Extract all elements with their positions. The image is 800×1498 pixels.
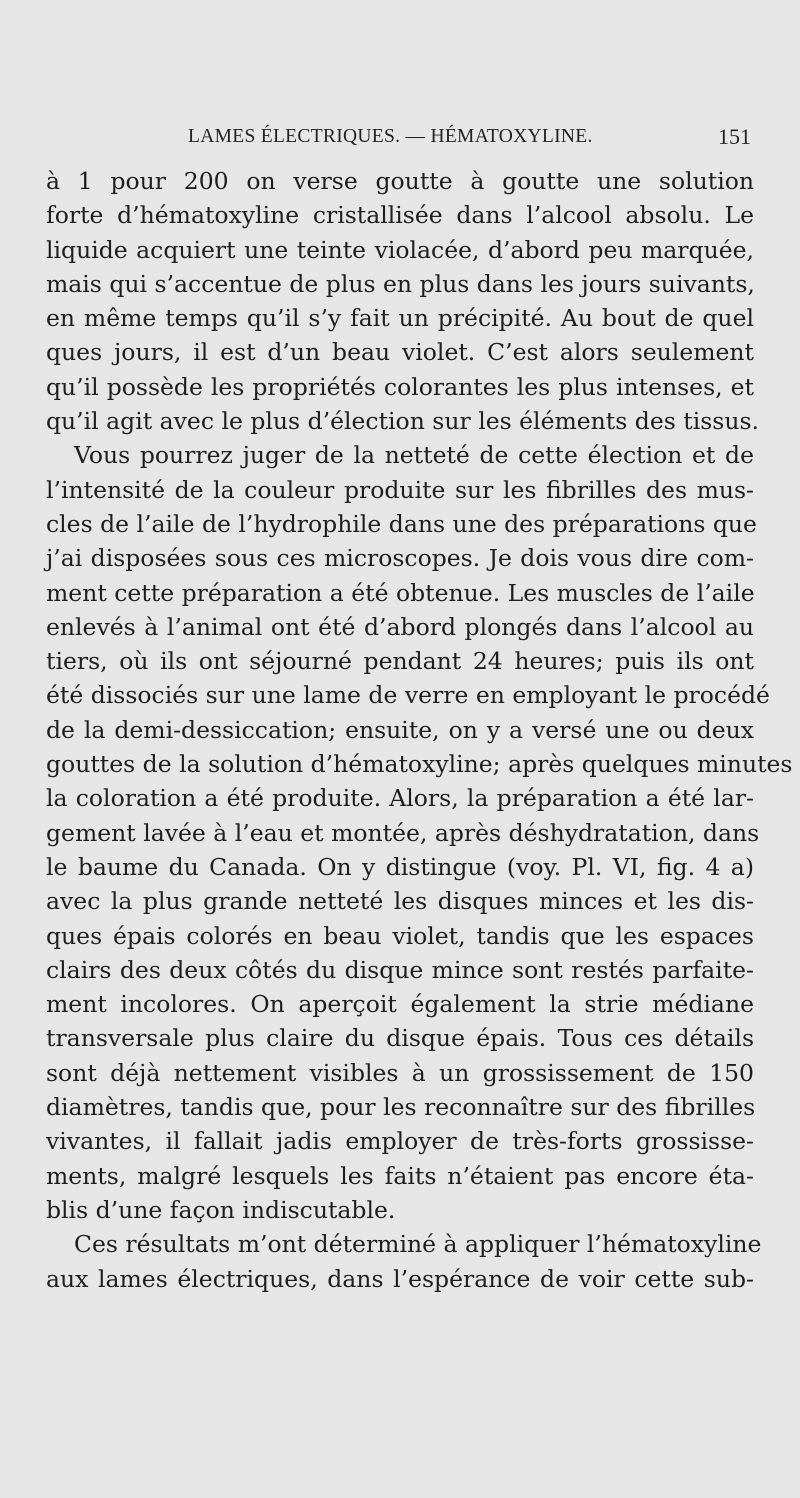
text-line: Ces résultats m’ont déterminé à appliquer l’hématoxyline bbox=[74, 1230, 762, 1259]
body-text bbox=[46, 164, 793, 1296]
text-line: cles de l’aile de l’hydrophile dans une des préparations que bbox=[46, 509, 757, 538]
page-number: 151 bbox=[718, 124, 751, 149]
text-line: j’ai disposées sous ces microscopes. Je dois vous dire com- bbox=[46, 544, 754, 573]
text-line: qu’il agit avec le plus d’élection sur les éléments des tissus. bbox=[46, 407, 759, 436]
text-line: sont déjà nettement visibles à un grossissement de 150 bbox=[46, 1058, 754, 1087]
text-line: l’intensité de la couleur produite sur les fibrilles des mus- bbox=[46, 475, 754, 504]
running-head-title: LAMES ÉLECTRIQUES. — HÉMATOXYLINE. bbox=[188, 126, 593, 147]
text-line: gement lavée à l’eau et montée, après déshydratation, dans bbox=[46, 818, 760, 847]
text-line: ments, malgré lesquels les faits n’étaient pas encore éta- bbox=[46, 1161, 754, 1190]
text-line: liquide acquiert une teinte violacée, d’abord peu marquée, bbox=[46, 235, 754, 264]
running-head bbox=[0, 120, 800, 160]
text-line: en même temps qu’il s’y fait un précipité. Au bout de quel bbox=[46, 304, 754, 333]
text-line: blis d’une façon indiscutable. bbox=[46, 1195, 396, 1224]
text-line: été dissociés sur une lame de verre en employant le procédé bbox=[46, 681, 770, 710]
text-line: ques jours, il est d’un beau violet. C’est alors seulement bbox=[46, 338, 754, 367]
text-line: diamètres, tandis que, pour les reconnaître sur des fibrilles bbox=[46, 1093, 756, 1122]
text-line: le baume du Canada. On y distingue (voy. Pl. VI, fig. 4 a) bbox=[46, 852, 754, 881]
text-line: tiers, où ils ont séjourné pendant 24 heures; puis ils ont bbox=[46, 647, 754, 676]
text-line: aux lames électriques, dans l’espérance de voir cette sub- bbox=[46, 1264, 754, 1293]
text-line: la coloration a été produite. Alors, la préparation a été lar- bbox=[46, 784, 754, 813]
text-line: ques épais colorés en beau violet, tandis que les espaces bbox=[46, 921, 754, 950]
text-line: clairs des deux côtés du disque mince sont restés parfaite- bbox=[46, 955, 754, 984]
text-line: de la demi-dessiccation; ensuite, on y a versé une ou deux bbox=[46, 715, 754, 744]
text-line: qu’il possède les propriétés colorantes les plus intenses, et bbox=[46, 372, 754, 401]
text-line: ment cette préparation a été obtenue. Les muscles de l’aile bbox=[46, 578, 755, 607]
text-line: Vous pourrez juger de la netteté de cette élection et de bbox=[74, 441, 754, 470]
text-line: ment incolores. On aperçoit également la strie médiane bbox=[46, 990, 754, 1019]
text-line: à 1 pour 200 on verse goutte à goutte une solution bbox=[46, 167, 754, 195]
text-line: vivantes, il fallait jadis employer de très-forts grossisse- bbox=[46, 1127, 754, 1156]
text-line: mais qui s’accentue de plus en plus dans les jours suivants, bbox=[46, 269, 755, 298]
text-line: forte d’hématoxyline cristallisée dans l’alcool absolu. Le bbox=[46, 201, 754, 230]
text-line: avec la plus grande netteté les disques minces et les dis- bbox=[46, 887, 754, 916]
text-line: gouttes de la solution d’hématoxyline; après quelques minutes bbox=[46, 750, 793, 779]
text-line: transversale plus claire du disque épais. Tous ces détails bbox=[46, 1024, 754, 1053]
text-line: enlevés à l’animal ont été d’abord plongés dans l’alcool au bbox=[46, 612, 754, 641]
